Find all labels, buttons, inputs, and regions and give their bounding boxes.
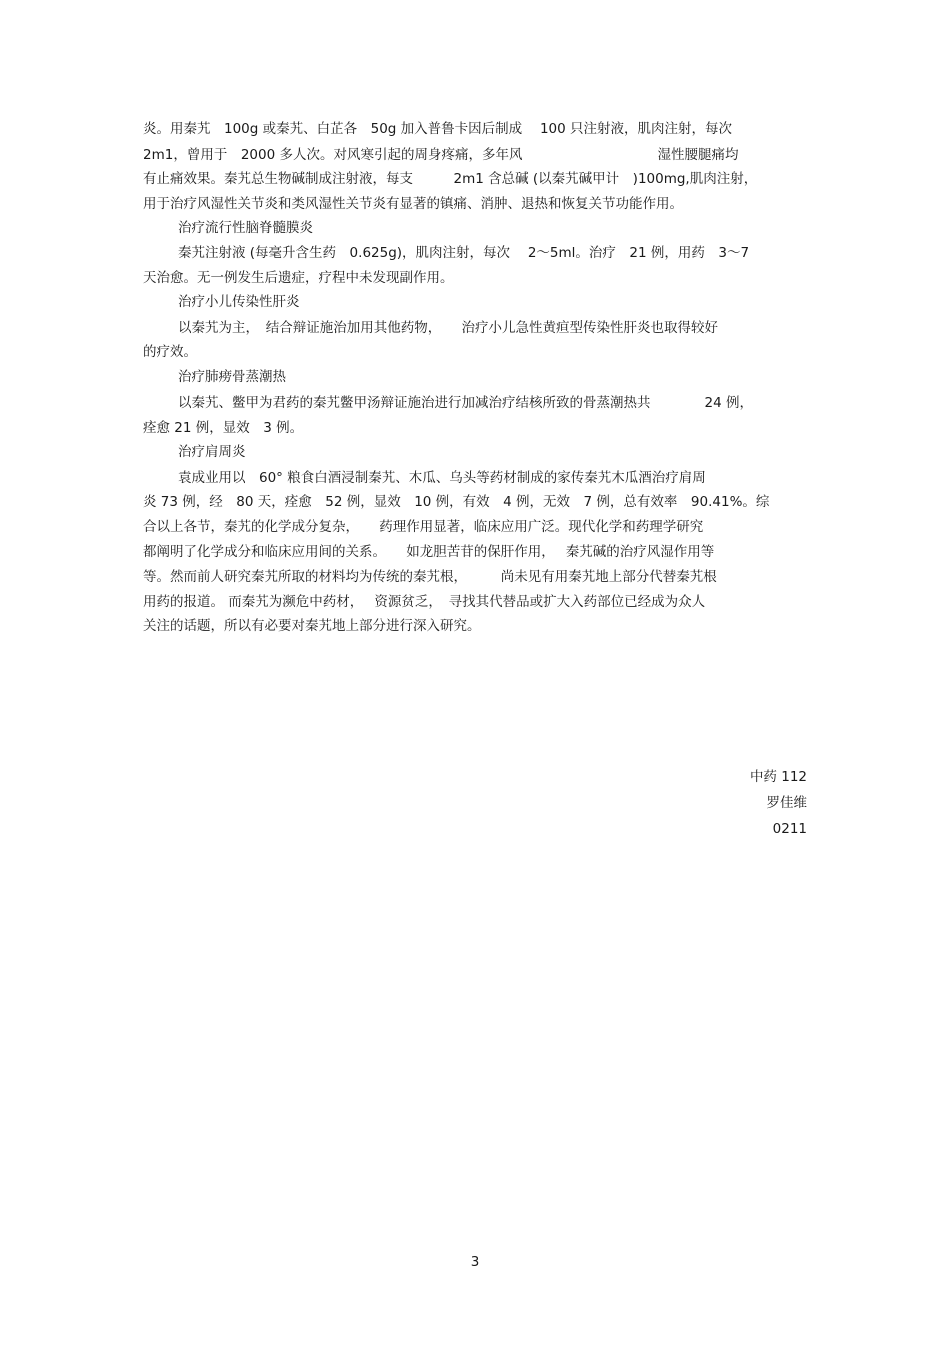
- body-line: 炎 73 例，经 80 天，痊愈 52 例，显效 10 例，有效 4 例，无效 7 例，总有效率 90.41%。综: [143, 494, 770, 510]
- body-line: 用于治疗风湿性关节炎和类风湿性关节炎有显著的镇痛、消肿、退热和恢复关节功能作用。: [143, 196, 683, 212]
- body-line: 秦艽注射液 (每毫升含生药 0.625g)，肌肉注射，每次 2～5ml。治疗 21 例，用药 3～7: [178, 245, 750, 261]
- body-line: 炎。用秦艽 100g 或秦艽、白芷各 50g 加入普鲁卡因后制成 100 只注射液，肌肉注射，每次: [143, 121, 733, 137]
- body-line: 以秦艽为主， 结合辩证施治加用其他药物， 治疗小儿急性黄疸型传染性肝炎也取得较好: [178, 320, 718, 336]
- signature-name: 罗佳维: [766, 795, 807, 811]
- body-line: 袁成业用以 60° 粮食白酒浸制秦艽、木瓜、乌头等药材制成的家传秦艽木瓜酒治疗肩周: [178, 470, 706, 486]
- body-line: 都阐明了化学成分和临床应用间的关系。 如龙胆苦苷的保肝作用， 秦艽碱的治疗风湿作用等: [143, 544, 715, 560]
- page-number: 3: [470, 1254, 480, 1270]
- section-heading: 治疗肺痨骨蒸潮热: [178, 369, 286, 385]
- section-heading: 治疗小儿传染性肝炎: [178, 294, 300, 310]
- body-line: 合以上各节，秦艽的化学成分复杂， 药理作用显著，临床应用广泛。现代化学和药理学研究: [143, 519, 704, 535]
- body-line: 关注的话题，所以有必要对秦艽地上部分进行深入研究。: [143, 618, 481, 634]
- section-heading: 治疗流行性脑脊髓膜炎: [178, 220, 313, 236]
- signature-class: 中药 112: [749, 769, 807, 785]
- signature-id: 0211: [772, 821, 807, 837]
- body-line: 以秦艽、鳖甲为君药的秦艽鳖甲汤辩证施治进行加减治疗结核所致的骨蒸潮热共 24 例，: [178, 395, 753, 411]
- body-line: 痊愈 21 例，显效 3 例。: [143, 420, 304, 436]
- body-line: 2m1，曾用于 2000 多人次。对风寒引起的周身疼痛，多年风 湿性腰腿痛均: [143, 147, 739, 163]
- body-line: 的疗效。: [143, 344, 197, 360]
- body-line: 有止痛效果。秦艽总生物碱制成注射液，每支 2m1 含总碱 (以秦艽碱甲计 )100mg,肌肉注射，: [143, 171, 758, 187]
- section-heading: 治疗肩周炎: [178, 444, 246, 460]
- body-line: 天治愈。无一例发生后遗症，疗程中未发现副作用。: [143, 270, 454, 286]
- body-line: 等。然而前人研究秦艽所取的材料均为传统的秦艽根， 尚未见有用秦艽地上部分代替秦艽根: [143, 569, 717, 585]
- body-line: 用药的报道。 而秦艽为濒危中药材， 资源贫乏， 寻找其代替品或扩大入药部位已经成为众人: [143, 594, 706, 610]
